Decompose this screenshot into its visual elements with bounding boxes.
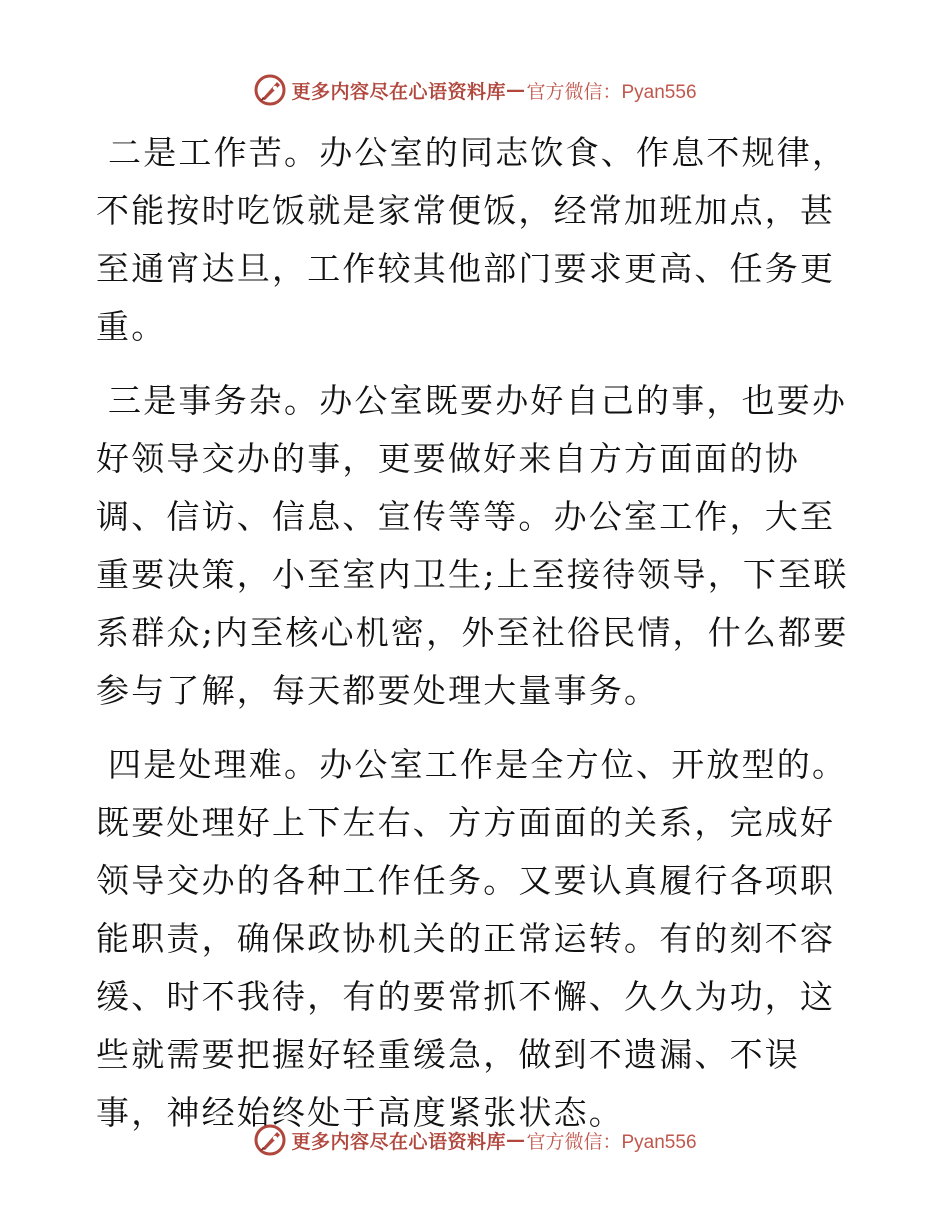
footer-site-text: 更多内容尽在心语资料库: [291, 1130, 506, 1153]
footer-watermark: [0, 1122, 950, 1158]
header-wechat-text: 官方微信：Pyan556: [526, 81, 697, 103]
header-dash: —: [506, 79, 526, 101]
footer-dash: —: [506, 1129, 526, 1151]
pen-nib-logo-icon: [253, 73, 287, 107]
paragraph: 四是处理难。办公室工作是全方位、开放型的。既要处理好上下左右、方方面面的关系，完成好领导交办的各种工作任务。又要认真履行各项职能职责，确保政协机关的正常运转。有的刻不容缓、时不我待，有的要常抓不懈、久久为功，这些就需要把握好轻重缓急，做到不遗漏、不误事，神经始终处于高度紧张状态。: [96, 745, 848, 1132]
paragraph: 三是事务杂。办公室既要办好自己的事，也要办好领导交办的事，更要做好来自方方面面的协调、信访、信息、宣传等等。办公室工作，大至重要决策，小至室内卫生;上至接待领导，下至联系群众;内至核心机密，外至社俗民情，什么都要参与了解，每天都要处理大量事务。: [96, 381, 849, 710]
header-site-text: 更多内容尽在心语资料库: [291, 80, 506, 103]
pen-nib-logo-icon: [253, 1123, 287, 1157]
header-watermark: [0, 72, 950, 108]
footer-wechat-text: 官方微信：Pyan556: [526, 1131, 697, 1153]
body-text: [96, 124, 856, 1142]
paragraph: 二是工作苦。办公室的同志饮食、作息不规律，不能按时吃饭就是家常便饭，经常加班加点，甚至通宵达旦，工作较其他部门要求更高、任务更重。: [96, 133, 848, 346]
